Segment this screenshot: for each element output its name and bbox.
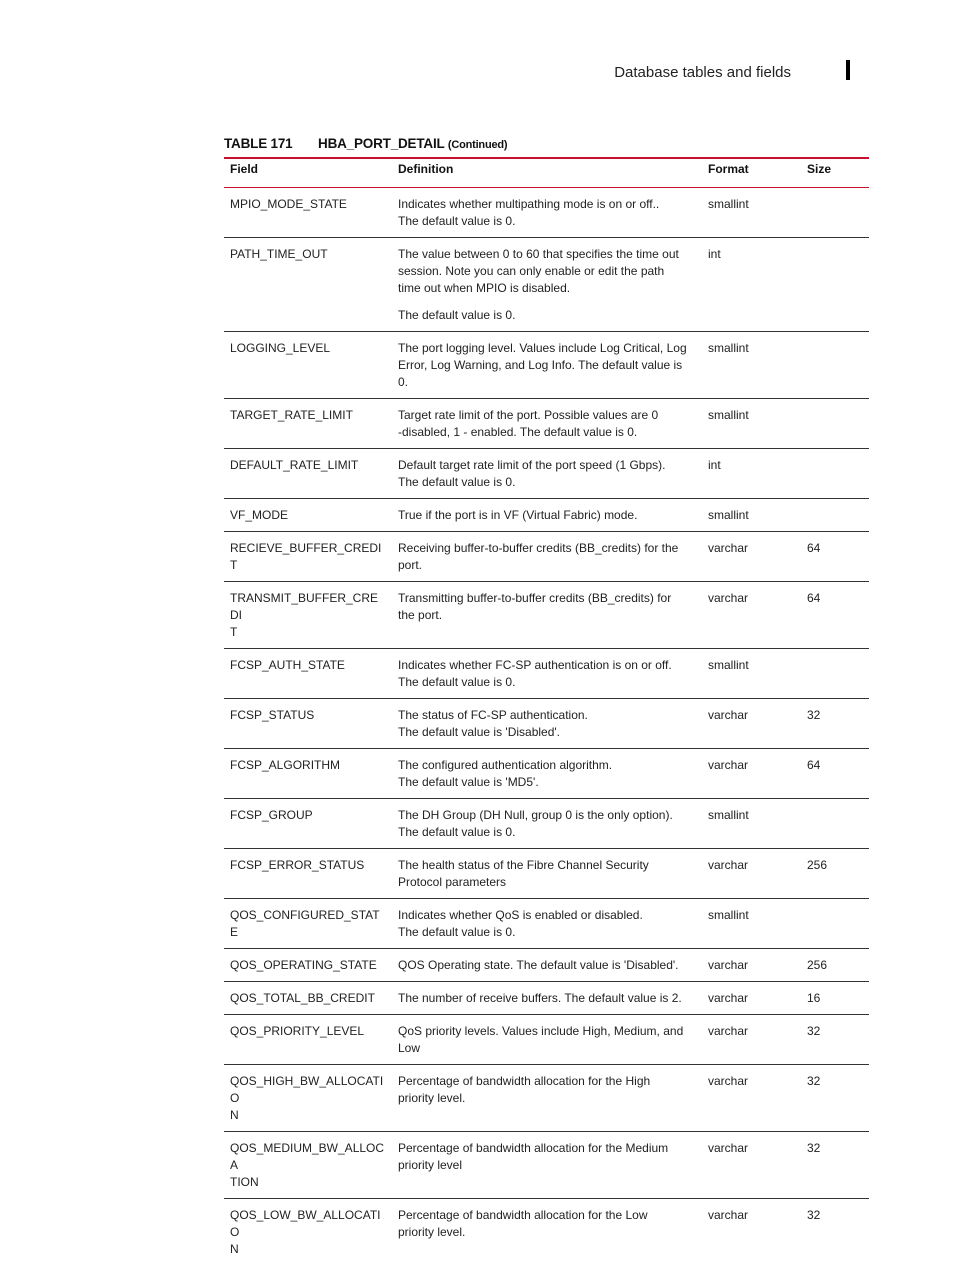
format-cell: smallint [702,649,801,699]
definition-cell [392,449,702,499]
field-name-cell [224,532,392,582]
field-name-line: T [230,624,386,641]
paragraph-gap [398,297,696,307]
column-header-field: Field [224,158,392,188]
field-name-cell [224,449,392,499]
field-name-cell [224,699,392,749]
definition-line: The value between 0 to 60 that specifies the time out [398,246,696,263]
field-name-cell [224,582,392,649]
definition-line: Percentage of bandwidth allocation for the Low [398,1207,696,1224]
table-row [224,1132,869,1199]
field-name-cell [224,949,392,982]
definition-line: 0. [398,374,696,391]
table-row [224,332,869,399]
field-name: LOGGING_LEVEL [230,341,330,355]
definition-line: priority level. [398,1224,696,1241]
definition-line: The status of FC-SP authentication. [398,707,696,724]
definition-line: Receiving buffer-to-buffer credits (BB_credits) for the [398,540,696,557]
definition-line: The port logging level. Values include Log Critical, Log [398,340,696,357]
definition-cell [392,1015,702,1065]
definition-line: Low [398,1040,696,1057]
table-row [224,899,869,949]
field-name: QOS_TOTAL_BB_CREDIT [230,991,375,1005]
field-name-cell [224,799,392,849]
definition-line: time out when MPIO is disabled. [398,280,696,297]
format-cell: varchar [702,749,801,799]
table-row [224,649,869,699]
definition-line: priority level [398,1157,696,1174]
format-cell: varchar [702,699,801,749]
table-row [224,499,869,532]
field-name-line: N [230,1107,386,1124]
field-name-line: TION [230,1174,386,1191]
definition-line: Indicates whether FC-SP authentication is on or off. [398,657,696,674]
field-name-line: QOS_MEDIUM_BW_ALLOCA [230,1140,386,1174]
format-cell: smallint [702,499,801,532]
definition-line: The number of receive buffers. The default value is 2. [398,990,696,1007]
size-cell [801,238,869,332]
table-row [224,1199,869,1265]
size-cell [801,649,869,699]
definition-line: Percentage of bandwidth allocation for the Medium [398,1140,696,1157]
field-name-cell [224,238,392,332]
definition-cell [392,399,702,449]
table-row [224,582,869,649]
definition-cell [392,532,702,582]
size-cell [801,188,869,238]
definition-cell [392,499,702,532]
table-row [224,699,869,749]
table-row [224,188,869,238]
field-name-cell [224,849,392,899]
definition-line: QOS Operating state. The default value is 'Disabled'. [398,957,696,974]
running-header-title: Database tables and fields [560,64,791,81]
field-name-cell [224,188,392,238]
definition-line: Percentage of bandwidth allocation for the High [398,1073,696,1090]
field-name: VF_MODE [230,508,288,522]
field-name: MPIO_MODE_STATE [230,197,347,211]
format-cell: int [702,238,801,332]
field-name-line: QOS_HIGH_BW_ALLOCATIO [230,1073,386,1107]
field-name: TARGET_RATE_LIMIT [230,408,353,422]
field-name-cell [224,982,392,1015]
format-cell: varchar [702,949,801,982]
definition-line: Indicates whether multipathing mode is on or off.. [398,196,696,213]
size-cell [801,449,869,499]
size-cell [801,332,869,399]
column-header-format: Format [702,158,801,188]
size-cell: 64 [801,532,869,582]
field-name-line: N [230,1241,386,1258]
column-header-size: Size [801,158,869,188]
format-cell: varchar [702,582,801,649]
format-cell: varchar [702,1015,801,1065]
table-row [224,532,869,582]
definition-line: QoS priority levels. Values include High, Medium, and [398,1023,696,1040]
format-cell: varchar [702,1199,801,1265]
table-row [224,799,869,849]
definition-line: The default value is 'Disabled'. [398,724,696,741]
field-name-cell [224,1199,392,1265]
size-cell [801,499,869,532]
field-name: FCSP_AUTH_STATE [230,658,345,672]
table-header-row [224,158,869,188]
table-row [224,238,869,332]
field-name: FCSP_ALGORITHM [230,758,340,772]
size-cell [801,899,869,949]
table-row [224,1015,869,1065]
definition-line: Default target rate limit of the port speed (1 Gbps). [398,457,696,474]
definition-cell [392,649,702,699]
definition-line: The default value is 'MD5'. [398,774,696,791]
table-row [224,749,869,799]
definition-cell [392,799,702,849]
field-name: QOS_PRIORITY_LEVEL [230,1024,364,1038]
definition-cell [392,332,702,399]
field-name: QOS_CONFIGURED_STATE [230,908,380,939]
definition-line: Transmitting buffer-to-buffer credits (BB_credits) for [398,590,696,607]
field-name: FCSP_STATUS [230,708,314,722]
field-name: RECIEVE_BUFFER_CREDIT [230,541,381,572]
definition-line: session. Note you can only enable or edit the path [398,263,696,280]
page-marker-bar [846,60,850,80]
field-name-cell [224,332,392,399]
field-name-cell [224,399,392,449]
definition-line: The configured authentication algorithm. [398,757,696,774]
field-name-cell [224,1015,392,1065]
definition-cell [392,699,702,749]
definition-line: The DH Group (DH Null, group 0 is the only option). [398,807,696,824]
field-name-line: QOS_LOW_BW_ALLOCATIO [230,1207,386,1241]
definition-line: Error, Log Warning, and Log Info. The default value is [398,357,696,374]
format-cell: smallint [702,399,801,449]
size-cell: 32 [801,1065,869,1132]
definition-cell [392,982,702,1015]
table-row [224,949,869,982]
size-cell [801,399,869,449]
definition-cell [392,749,702,799]
definition-line: port. [398,557,696,574]
definition-cell [392,849,702,899]
definition-line: The default value is 0. [398,674,696,691]
definition-line: The default value is 0. [398,307,696,324]
size-cell [801,799,869,849]
table-name: HBA_PORT_DETAIL [318,136,444,151]
field-name-cell [224,899,392,949]
size-cell: 64 [801,582,869,649]
definition-line: The default value is 0. [398,474,696,491]
definition-cell [392,949,702,982]
size-cell: 256 [801,849,869,899]
definition-line: The default value is 0. [398,924,696,941]
definition-line: Target rate limit of the port. Possible values are 0 [398,407,696,424]
field-definition-table [224,157,869,1265]
definition-line: True if the port is in VF (Virtual Fabric) mode. [398,507,696,524]
field-name: FCSP_GROUP [230,808,313,822]
definition-line: Protocol parameters [398,874,696,891]
table-number: TABLE 171 [224,136,292,151]
definition-cell [392,1199,702,1265]
format-cell: smallint [702,899,801,949]
definition-cell [392,899,702,949]
size-cell: 32 [801,1132,869,1199]
format-cell: varchar [702,982,801,1015]
definition-line: The default value is 0. [398,824,696,841]
format-cell: varchar [702,1065,801,1132]
size-cell: 64 [801,749,869,799]
field-name-cell [224,649,392,699]
definition-cell [392,238,702,332]
field-name: FCSP_ERROR_STATUS [230,858,364,872]
size-cell: 256 [801,949,869,982]
size-cell: 32 [801,699,869,749]
table-continued: (Continued) [448,139,508,151]
definition-cell [392,188,702,238]
format-cell: smallint [702,188,801,238]
table-row [224,449,869,499]
size-cell: 32 [801,1199,869,1265]
table-caption [224,136,507,151]
definition-line: -disabled, 1 - enabled. The default value is 0. [398,424,696,441]
definition-line: priority level. [398,1090,696,1107]
field-name-cell [224,1132,392,1199]
field-name-cell [224,749,392,799]
column-header-definition: Definition [392,158,702,188]
size-cell: 32 [801,1015,869,1065]
definition-cell [392,1065,702,1132]
field-name-cell [224,1065,392,1132]
format-cell: smallint [702,799,801,849]
format-cell: varchar [702,532,801,582]
field-name: PATH_TIME_OUT [230,247,328,261]
definition-cell [392,582,702,649]
field-name: DEFAULT_RATE_LIMIT [230,458,358,472]
field-name: QOS_OPERATING_STATE [230,958,377,972]
definition-line: Indicates whether QoS is enabled or disabled. [398,907,696,924]
table-row [224,399,869,449]
format-cell: smallint [702,332,801,399]
table-row [224,849,869,899]
size-cell: 16 [801,982,869,1015]
format-cell: varchar [702,1132,801,1199]
definition-cell [392,1132,702,1199]
table-row [224,982,869,1015]
definition-line: The default value is 0. [398,213,696,230]
format-cell: varchar [702,849,801,899]
field-name-line: TRANSMIT_BUFFER_CREDI [230,590,386,624]
definition-line: The health status of the Fibre Channel Security [398,857,696,874]
field-name-cell [224,499,392,532]
definition-line: the port. [398,607,696,624]
table-row [224,1065,869,1132]
format-cell: int [702,449,801,499]
